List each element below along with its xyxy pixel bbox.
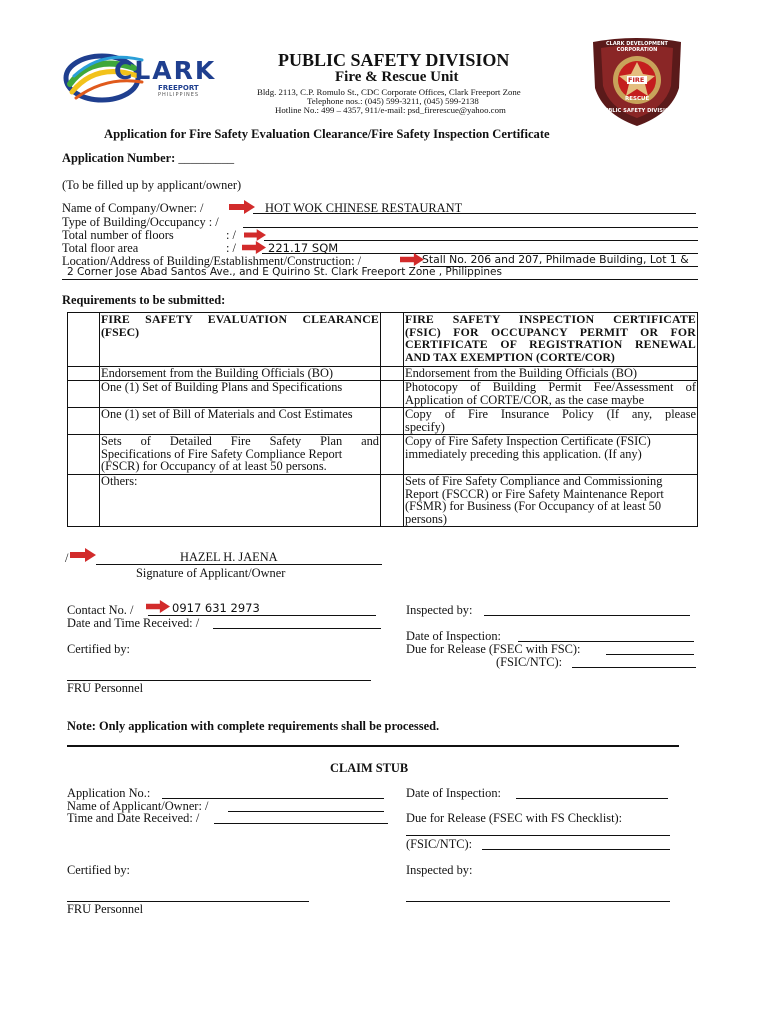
floors-colon: : / bbox=[226, 228, 236, 242]
requirement-text: Photocopy of Building Permit Fee/Assessment of bbox=[405, 380, 696, 394]
hotline: Hotline No.: 499 – 4357, 911/e-mail: psd_firerescue@yahoo.com bbox=[275, 105, 506, 115]
requirement-text: Specifications of Fire Safety Compliance Report bbox=[101, 446, 343, 461]
seal-top-text: CLARK DEVELOPMENT CORPORATION bbox=[606, 41, 668, 53]
application-number-field[interactable]: _________ bbox=[178, 151, 235, 165]
date-received-label: Date and Time Received: / bbox=[67, 616, 200, 630]
note: Note: Only application with complete requirements shall be processed. bbox=[67, 719, 440, 733]
requirement-text: Copy of Fire Safety Inspection Certificate (FSIC) bbox=[405, 434, 651, 448]
requirement-text: Others: bbox=[101, 474, 138, 488]
requirement-text: specify) bbox=[405, 419, 445, 434]
application-number-label: Application Number: bbox=[62, 151, 176, 165]
checkbox-cell[interactable] bbox=[68, 367, 100, 381]
requirements-table bbox=[67, 312, 698, 527]
office-address: Bldg. 2113, C.P. Romulo St., CDC Corporate Offices, Clark Freeport Zone bbox=[257, 87, 521, 97]
fsec-header-line: (FSEC) bbox=[101, 324, 140, 339]
logo-text: CLARK bbox=[114, 56, 217, 85]
requirement-text: persons) bbox=[405, 511, 447, 526]
requirement-right bbox=[404, 381, 698, 408]
requirement-right bbox=[404, 367, 698, 381]
fru-personnel-label: FRU Personnel bbox=[67, 681, 144, 695]
location-value-1: Stall No. 206 and 207, Philmade Building, Lot 1 & bbox=[422, 253, 689, 266]
fsic-ntc-label: (FSIC/NTC): bbox=[496, 655, 563, 669]
claim-inspected-by-field[interactable] bbox=[406, 901, 670, 902]
building-type-field[interactable] bbox=[243, 227, 698, 228]
table-row bbox=[68, 381, 698, 408]
checkbox-cell[interactable] bbox=[68, 313, 100, 367]
claim-due-release-field[interactable] bbox=[406, 835, 670, 836]
claim-fsic-ntc-field[interactable] bbox=[482, 849, 670, 850]
telephone-numbers: Telephone nos.: (045) 599-3211, (045) 599-2138 bbox=[307, 96, 479, 106]
floor-area-label: Total floor area bbox=[62, 241, 139, 255]
table-row bbox=[68, 475, 698, 527]
checkbox-cell[interactable] bbox=[68, 435, 100, 475]
logo-country: PHILIPPINES bbox=[158, 92, 200, 98]
requirement-text: Sets of Detailed Fire Safety Plan and bbox=[101, 434, 379, 448]
claim-time-received-label: Time and Date Received: / bbox=[67, 811, 200, 825]
requirement-left bbox=[100, 408, 381, 435]
date-received-field[interactable] bbox=[213, 628, 381, 629]
certified-by-label: Certified by: bbox=[67, 642, 130, 656]
requirement-left bbox=[100, 381, 381, 408]
floors-label: Total number of floors bbox=[62, 228, 174, 242]
table-row bbox=[68, 367, 698, 381]
location-field-2[interactable] bbox=[62, 279, 698, 280]
checkbox-cell[interactable] bbox=[381, 435, 404, 475]
requirement-text: Endorsement from the Building Officials (BO) bbox=[405, 366, 638, 380]
requirement-text: (FSCR) for Occupancy of at least 50 persons. bbox=[101, 459, 327, 473]
inspected-by-field[interactable] bbox=[484, 615, 690, 616]
claim-due-release-label: Due for Release (FSEC with FS Checklist): bbox=[406, 811, 623, 825]
due-release-field[interactable] bbox=[606, 654, 694, 655]
claim-name-label: Name of Applicant/Owner: / bbox=[67, 799, 209, 813]
location-value-2: 2 Corner Jose Abad Santos Ave., and E Quirino St. Clark Freeport Zone , Philippines bbox=[67, 266, 502, 278]
fsic-header bbox=[404, 313, 698, 367]
requirement-left bbox=[100, 435, 381, 475]
requirement-right bbox=[404, 408, 698, 435]
checkbox-cell[interactable] bbox=[68, 408, 100, 435]
requirement-left bbox=[100, 475, 381, 527]
signature-name: HAZEL H. JAENA bbox=[180, 550, 278, 564]
arrow-icon bbox=[229, 200, 255, 219]
application-number-row bbox=[62, 151, 234, 166]
claim-date-inspection-label: Date of Inspection: bbox=[406, 786, 501, 800]
claim-time-received-field[interactable] bbox=[214, 823, 388, 824]
claim-application-no-label: Application No.: bbox=[67, 786, 151, 800]
contact-value: 0917 631 2973 bbox=[172, 601, 260, 615]
fsec-header bbox=[100, 313, 381, 367]
signature-label: Signature of Applicant/Owner bbox=[136, 566, 286, 580]
requirement-text: Sets of Fire Safety Compliance and Commissioning bbox=[405, 474, 663, 488]
claim-inspected-by-label: Inspected by: bbox=[406, 863, 473, 877]
requirement-text: Report (FSCCR) or Fire Safety Maintenance Report bbox=[405, 486, 664, 501]
building-type-label: Type of Building/Occupancy : / bbox=[62, 215, 219, 229]
company-label: Name of Company/Owner: / bbox=[62, 201, 204, 215]
form-title: Application for Fire Safety Evaluation Clearance/Fire Safety Inspection Certificate bbox=[104, 127, 550, 141]
table-row bbox=[68, 408, 698, 435]
checkbox-cell[interactable] bbox=[68, 381, 100, 408]
requirement-right bbox=[404, 475, 698, 527]
logo-sub: FREEPORT bbox=[158, 84, 199, 92]
fsic-header-line: FIRE SAFETY INSPECTION CERTIFICATE bbox=[405, 312, 696, 326]
requirement-left bbox=[100, 367, 381, 381]
requirement-text: One (1) set of Bill of Materials and Cost Estimates bbox=[101, 407, 353, 421]
claim-fru-personnel-label: FRU Personnel bbox=[67, 902, 144, 916]
seal-bottom-text: PUBLIC SAFETY DIVISION bbox=[600, 108, 674, 114]
requirement-right bbox=[404, 435, 698, 475]
divider bbox=[67, 745, 679, 747]
fsic-header-line: (FSIC) FOR OCCUPANCY PERMIT OR FOR bbox=[405, 324, 696, 339]
checkbox-cell[interactable] bbox=[68, 475, 100, 527]
clark-logo bbox=[62, 46, 217, 106]
checkbox-cell[interactable] bbox=[381, 367, 404, 381]
requirement-text: immediately preceding this application. (If any) bbox=[405, 446, 642, 461]
contact-label: Contact No. / bbox=[67, 603, 134, 617]
date-inspection-label: Date of Inspection: bbox=[406, 629, 501, 643]
requirement-text: (FSMR) for Business (For Occupancy of at least 50 bbox=[405, 499, 662, 513]
due-release-label: Due for Release (FSEC with FSC): bbox=[406, 642, 581, 656]
location-label: Location/Address of Building/Establishment/Construction: / bbox=[62, 254, 362, 268]
seal-center-text: FIRE bbox=[628, 76, 645, 84]
requirement-text: Endorsement from the Building Officials (BO) bbox=[101, 366, 334, 380]
claim-date-inspection-field[interactable] bbox=[516, 798, 668, 799]
requirements-label: Requirements to be submitted: bbox=[62, 293, 226, 307]
table-header-row bbox=[68, 313, 698, 367]
checkbox-cell[interactable] bbox=[381, 475, 404, 527]
requirement-text: One (1) Set of Building Plans and Specifications bbox=[101, 380, 343, 394]
claim-name-field[interactable] bbox=[228, 811, 384, 812]
inspected-by-label: Inspected by: bbox=[406, 603, 473, 617]
fsic-header-line: AND TAX EXEMPTION (CORTE/COR) bbox=[405, 349, 615, 364]
claim-certified-by-label: Certified by: bbox=[67, 863, 130, 877]
psd-seal bbox=[585, 36, 689, 128]
table-row bbox=[68, 435, 698, 475]
arrow-icon bbox=[70, 548, 96, 567]
checkbox-cell[interactable] bbox=[381, 408, 404, 435]
claim-fsic-ntc-label: (FSIC/NTC): bbox=[406, 837, 473, 851]
company-value: HOT WOK CHINESE RESTAURANT bbox=[265, 201, 463, 215]
claim-stub-title: CLAIM STUB bbox=[330, 761, 409, 775]
requirement-text: Application of CORTE/COR, as the case maybe bbox=[405, 392, 645, 407]
floor-area-colon: : / bbox=[226, 241, 236, 255]
floor-area-value: 221.17 SQM bbox=[268, 241, 339, 255]
fsec-header-line: FIRE SAFETY EVALUATION CLEARANCE bbox=[101, 312, 379, 326]
unit-subtitle: Fire & Rescue Unit bbox=[335, 69, 459, 85]
division-title: PUBLIC SAFETY DIVISION bbox=[278, 50, 510, 70]
filled-by-note: (To be filled up by applicant/owner) bbox=[62, 178, 242, 192]
seal-rescue-text: RESCUE bbox=[625, 96, 650, 102]
fsic-ntc-field[interactable] bbox=[572, 667, 696, 668]
fsic-header-line: CERTIFICATE OF REGISTRATION RENEWAL bbox=[405, 337, 696, 351]
requirement-text: Copy of Fire Insurance Policy (If any, please bbox=[405, 407, 696, 421]
checkbox-cell[interactable] bbox=[381, 381, 404, 408]
checkbox-cell[interactable] bbox=[381, 313, 404, 367]
signature-slash: / bbox=[65, 551, 69, 565]
